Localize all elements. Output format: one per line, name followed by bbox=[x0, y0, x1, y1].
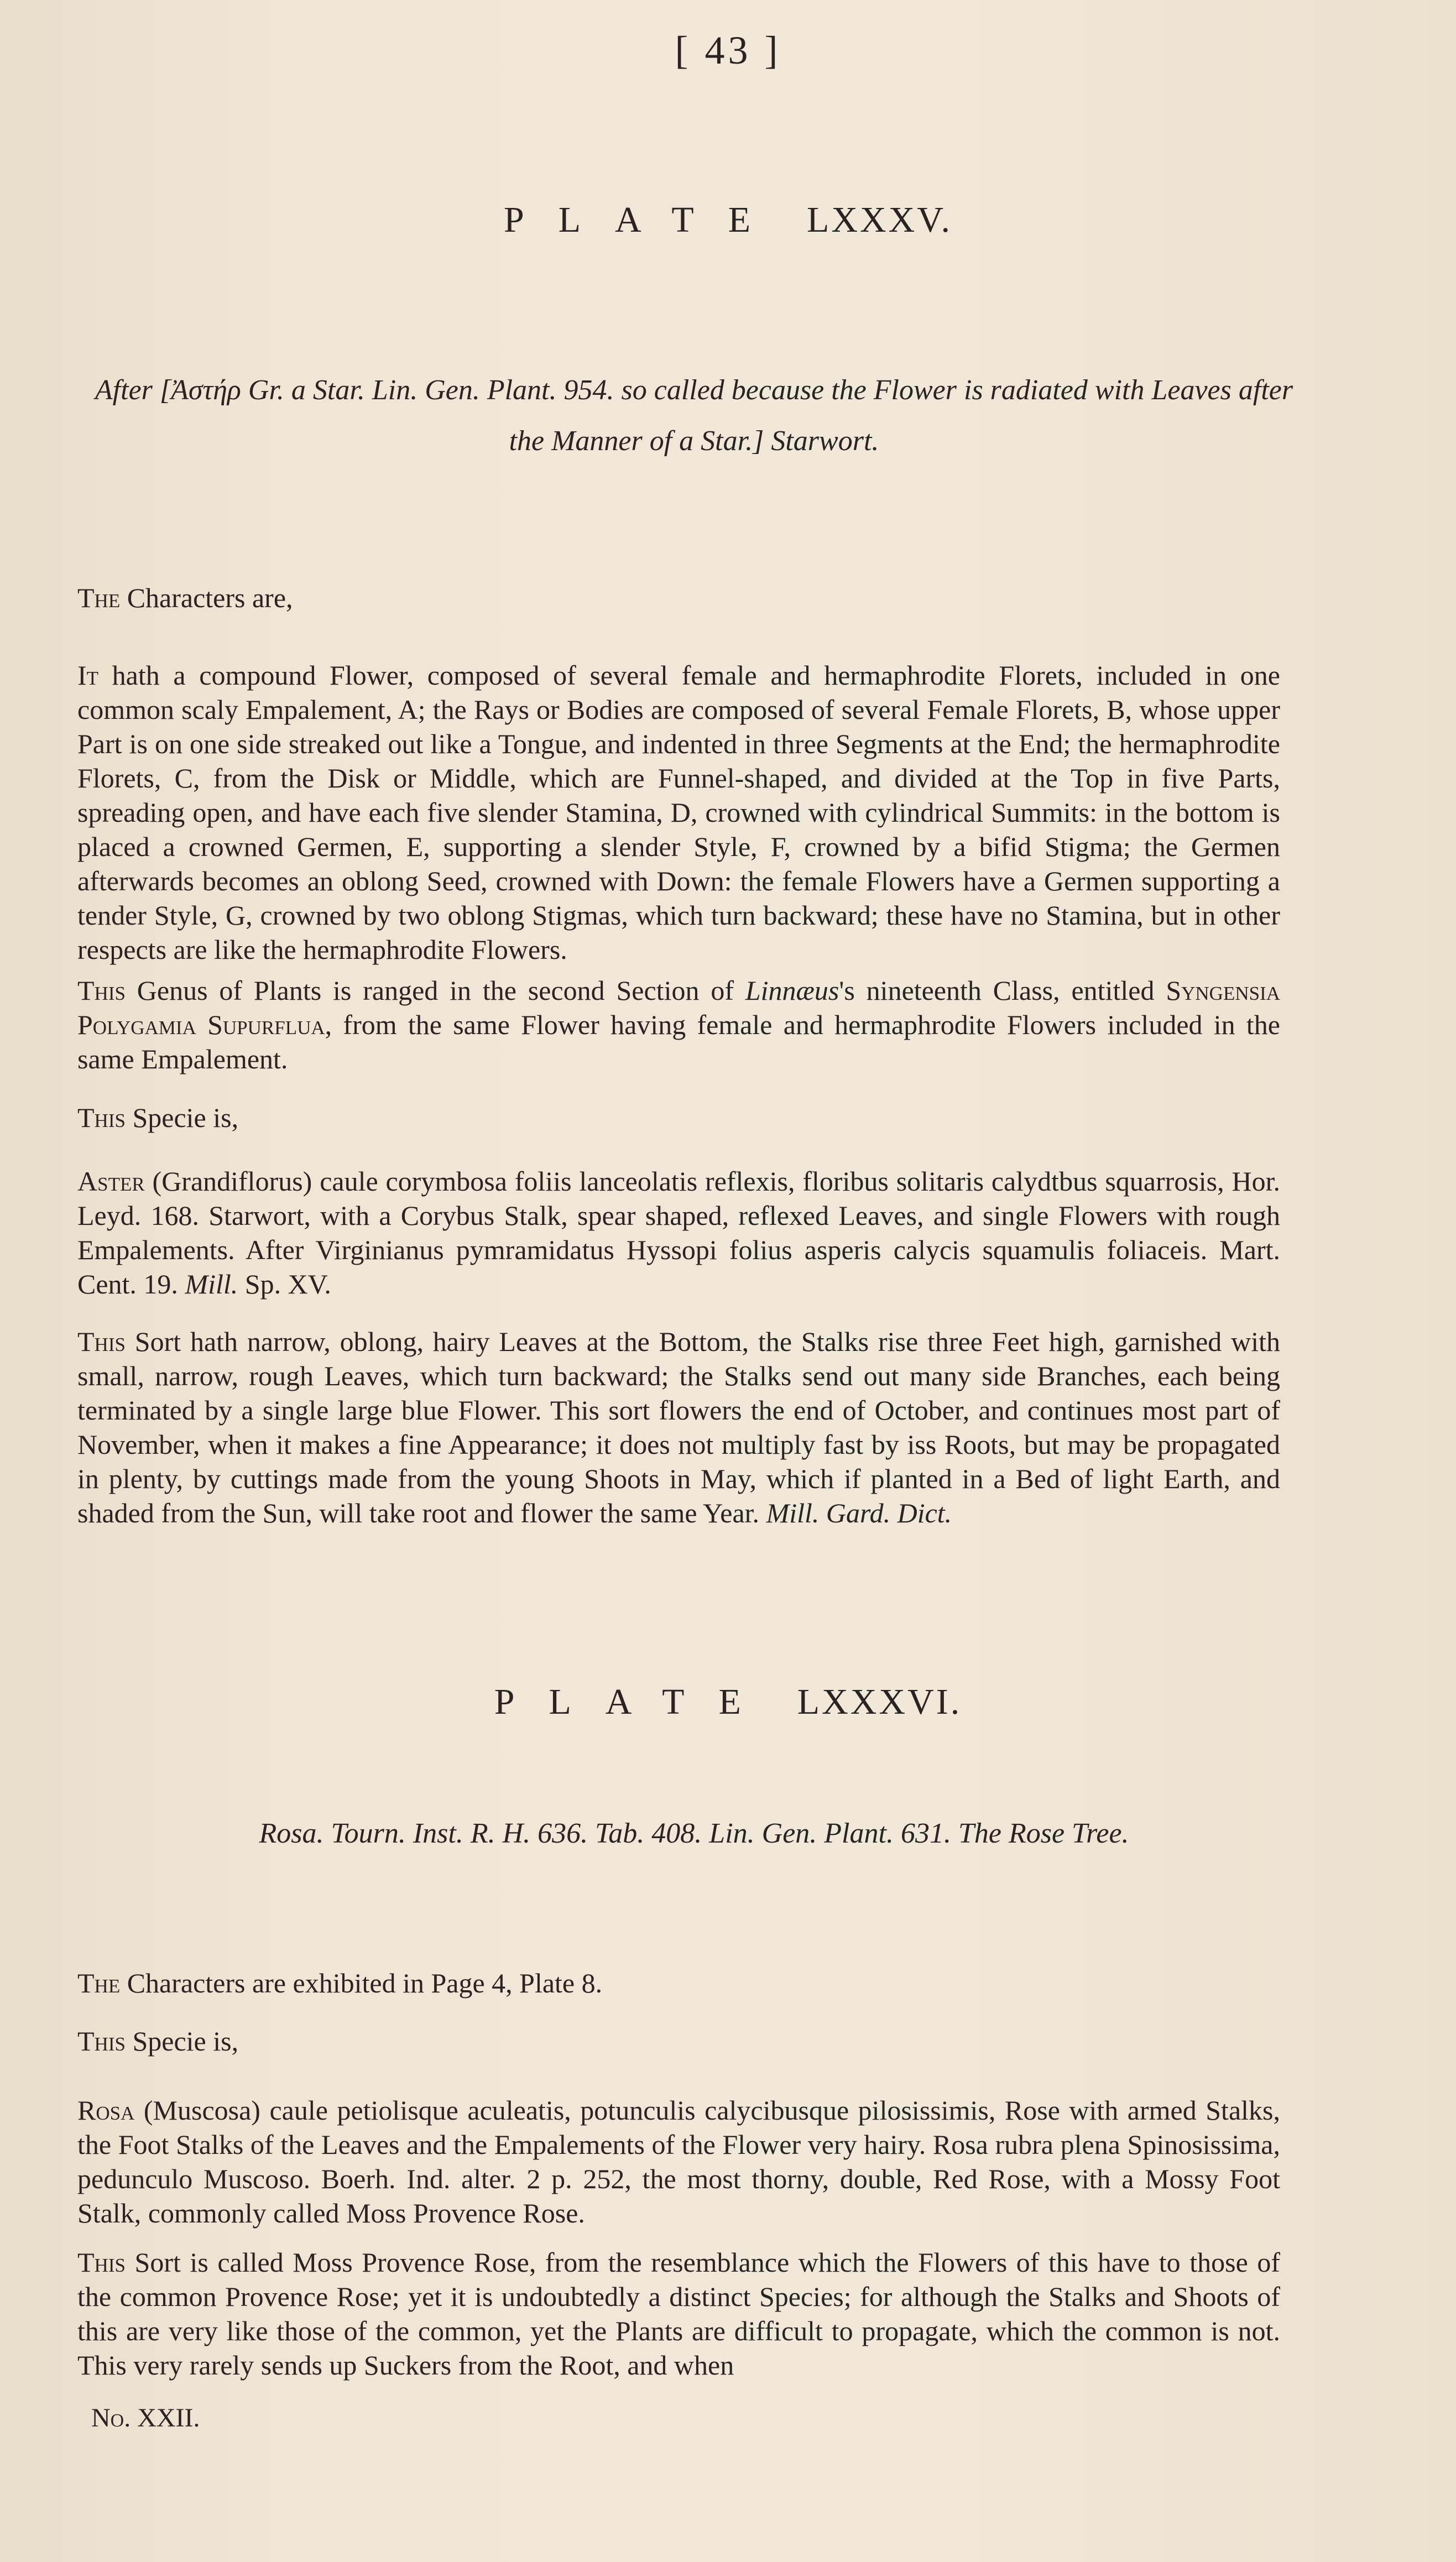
text: Sp. XV. bbox=[238, 1269, 331, 1300]
italic-text: Linnæus bbox=[745, 975, 839, 1006]
small-caps-lead: This bbox=[77, 1102, 126, 1133]
characters-intro bbox=[77, 581, 1280, 615]
heading-line-2: the Manner of a Star.] Starwort. bbox=[509, 425, 879, 457]
aster-paragraph bbox=[77, 1164, 1280, 1301]
text: Characters are, bbox=[120, 582, 293, 613]
small-caps-lead: This bbox=[77, 975, 126, 1006]
moss-rose-paragraph bbox=[77, 2245, 1280, 2382]
text: 's nineteenth Class, entitled bbox=[839, 975, 1166, 1006]
text: Specie is, bbox=[125, 1102, 239, 1133]
specie-intro-2 bbox=[77, 2024, 1280, 2058]
plate-86-title bbox=[0, 1681, 1456, 1723]
text: Characters are exhibited in Page 4, Plate 8. bbox=[120, 1968, 603, 1999]
plate-85-heading bbox=[94, 365, 1294, 467]
plate-number: LXXXV. bbox=[807, 200, 952, 240]
plate-label: PLATE bbox=[494, 1682, 775, 1722]
page-number: [ 43 ] bbox=[675, 28, 781, 72]
text: Sort hath narrow, oblong, hairy Leaves at the Bottom, the Stalks rise three Feet high, garnished with small, narrow, rough Leaves, which turn backward; the Stalks send out many side Branches, each being terminated by a single large blue Flower. This sort flowers the end of October, and continues most part of November, when it makes a fine Appearance; it does not multiply fast by iss Roots, but may be propagated in plenty, by cuttings made from the young Shoots in May, which if planted in a Bed of light Earth, and shaded from the Sun, will take root and flower the same Year. bbox=[77, 1326, 1280, 1528]
text: (Muscosa) caule petiolisque aculeatis, potunculis calycibusque pilosissimis, Rose with armed Stalks, the Foot Stalks of the Leaves and the Empalements of the Flower very hairy. Rosa rubra plena Spinosissima, pedunculo Muscoso. Boerh. Ind. alter. 2 p. 252, the most thorny, double, Red Rose, with a Mossy Foot Stalk, commonly called Moss Provence Rose. bbox=[77, 2095, 1280, 2229]
description-paragraph bbox=[77, 658, 1280, 967]
plate-label: PLATE bbox=[504, 200, 785, 240]
text: Genus of Plants is ranged in the second Section of bbox=[125, 975, 745, 1006]
italic-text: Mill. bbox=[185, 1269, 238, 1300]
plate-85-title bbox=[0, 199, 1456, 241]
small-caps-lead: Rosa bbox=[77, 2095, 135, 2126]
text: Specie is, bbox=[125, 2026, 239, 2057]
rosa-paragraph bbox=[77, 2093, 1280, 2230]
text: hath a compound Flower, composed of several female and hermaphrodite Florets, included in one common scaly Empalement, A; the Rays or Bodies are composed of several Female Florets, B, whose upper Part is on one side streaked out like a Tongue, and indented in three Segments at the End; the hermaphrodite Florets, C, from the Disk or Middle, which are Funnel-shaped, and divided at the Top in five Parts, spreading open, and have each five slender Stamina, D, crowned with cylindrical Summits: in the bottom is placed a crowned Germen, E, supporting a slender Style, F, crowned by a bifid Stigma; the Germen afterwards becomes an oblong Seed, crowned with Down: the female Flowers have a Germen supporting a tender Style, G, crowned by two oblong Stigmas, which turn backward; these have no Stamina, but in other respects are like the hermaphrodite Flowers. bbox=[77, 660, 1280, 965]
small-caps-text: Syngensia Polygamia Supurflua bbox=[77, 975, 1280, 1040]
small-caps-lead: The bbox=[77, 582, 121, 613]
sort-paragraph bbox=[77, 1324, 1280, 1530]
genus-paragraph bbox=[77, 973, 1280, 1076]
italic-reference: Mill. Gard. Dict. bbox=[766, 1497, 952, 1528]
small-caps-lead: This bbox=[77, 2026, 126, 2057]
text: , from the same Flower having female and hermaphrodite Flowers included in the same Empalement. bbox=[77, 1009, 1280, 1074]
small-caps-lead: This bbox=[77, 1326, 126, 1357]
small-caps-lead: Aster bbox=[77, 1166, 145, 1197]
text: Sort is called Moss Provence Rose, from the resemblance which the Flowers of this have to those of the common Provence Rose; yet it is undoubtedly a distinct Species; for although the Stalks and Shoots of this are very like those of the common, yet the Plants are difficult to propagate, which the common is not. This very rarely sends up Suckers from the Root, and when bbox=[77, 2247, 1280, 2381]
specie-intro bbox=[77, 1100, 1280, 1135]
small-caps-lead: This bbox=[77, 2247, 126, 2278]
signature-mark: No. XXII. bbox=[91, 2403, 200, 2433]
small-caps-lead: It bbox=[77, 660, 99, 691]
text: (Grandiflorus) caule corymbosa foliis lanceolatis reflexis, floribus solitaris calydtbus squarrosis, Hor. Leyd. 168. Starwort, with a Corybus Stalk, spear shaped, reflexed Leaves, and single Flowers with rough Empalements. After Virginianus pymramidatus Hyssopi folius asperis calycis squamulis foliaceis. Mart. Cent. 19. bbox=[77, 1166, 1280, 1300]
plate-86-heading: Rosa. Tourn. Inst. R. H. 636. Tab. 408. Lin. Gen. Plant. 631. The Rose Tree. bbox=[259, 1818, 1129, 1849]
plate-number: LXXXVI. bbox=[797, 1682, 962, 1722]
heading-line-1: After [Ἀστήρ Gr. a Star. Lin. Gen. Plant. 954. so called because the Flower is radiated with Leaves after bbox=[95, 374, 1293, 406]
small-caps-lead: The bbox=[77, 1968, 121, 1999]
characters-reference bbox=[77, 1966, 1280, 2000]
